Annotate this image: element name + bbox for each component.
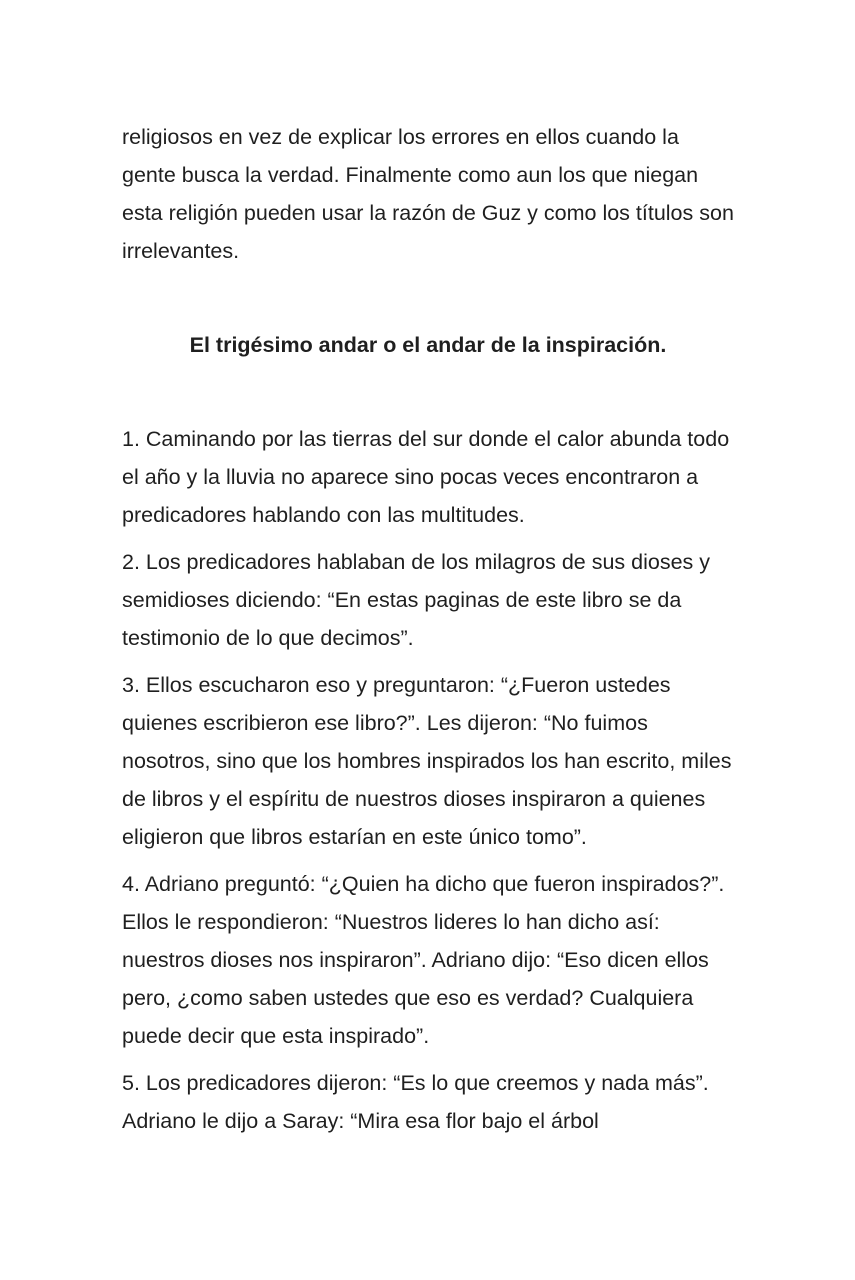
- verse-5: 5. Los predicadores dijeron: “Es lo que creemos y nada más”. Adriano le dijo a Saray: “Mira esa flor bajo el árbol: [122, 1071, 709, 1133]
- section-heading: El trigésimo andar o el andar de la inspiración.: [189, 333, 667, 357]
- document-page: [122, 118, 734, 1149]
- verse-2: 2. Los predicadores hablaban de los milagros de sus dioses y semidioses diciendo: “En estas paginas de este libro se da testimonio de lo que decimos”.: [122, 550, 711, 650]
- intro-paragraph: religiosos en vez de explicar los errores en ellos cuando la gente busca la verdad. Finalmente como aun los que niegan esta religión pueden usar la razón de Guz y como los títulos son irrelevantes.: [122, 125, 734, 263]
- verse-3: 3. Ellos escucharon eso y preguntaron: “¿Fueron ustedes quienes escribieron ese libro?”. Les dijeron: “No fuimos nosotros, sino que los hombres inspirados los han escrito, miles de libros y el espíritu de nuestros dioses inspiraron a quienes eligieron que libros estarían en este único tomo”.: [122, 673, 732, 849]
- verse-1: 1. Caminando por las tierras del sur donde el calor abunda todo el año y la lluvia no aparece sino pocas veces encontraron a predicadores hablando con las multitudes.: [122, 427, 730, 527]
- verse-4: 4. Adriano preguntó: “¿Quien ha dicho que fueron inspirados?”. Ellos le respondieron: “Nuestros lideres lo han dicho así: nuestros dioses nos inspiraron”. Adriano dijo: “Eso dicen ellos pero, ¿como saben ustedes que eso es verdad? Cualquiera puede decir que esta inspirado”.: [122, 872, 725, 1048]
